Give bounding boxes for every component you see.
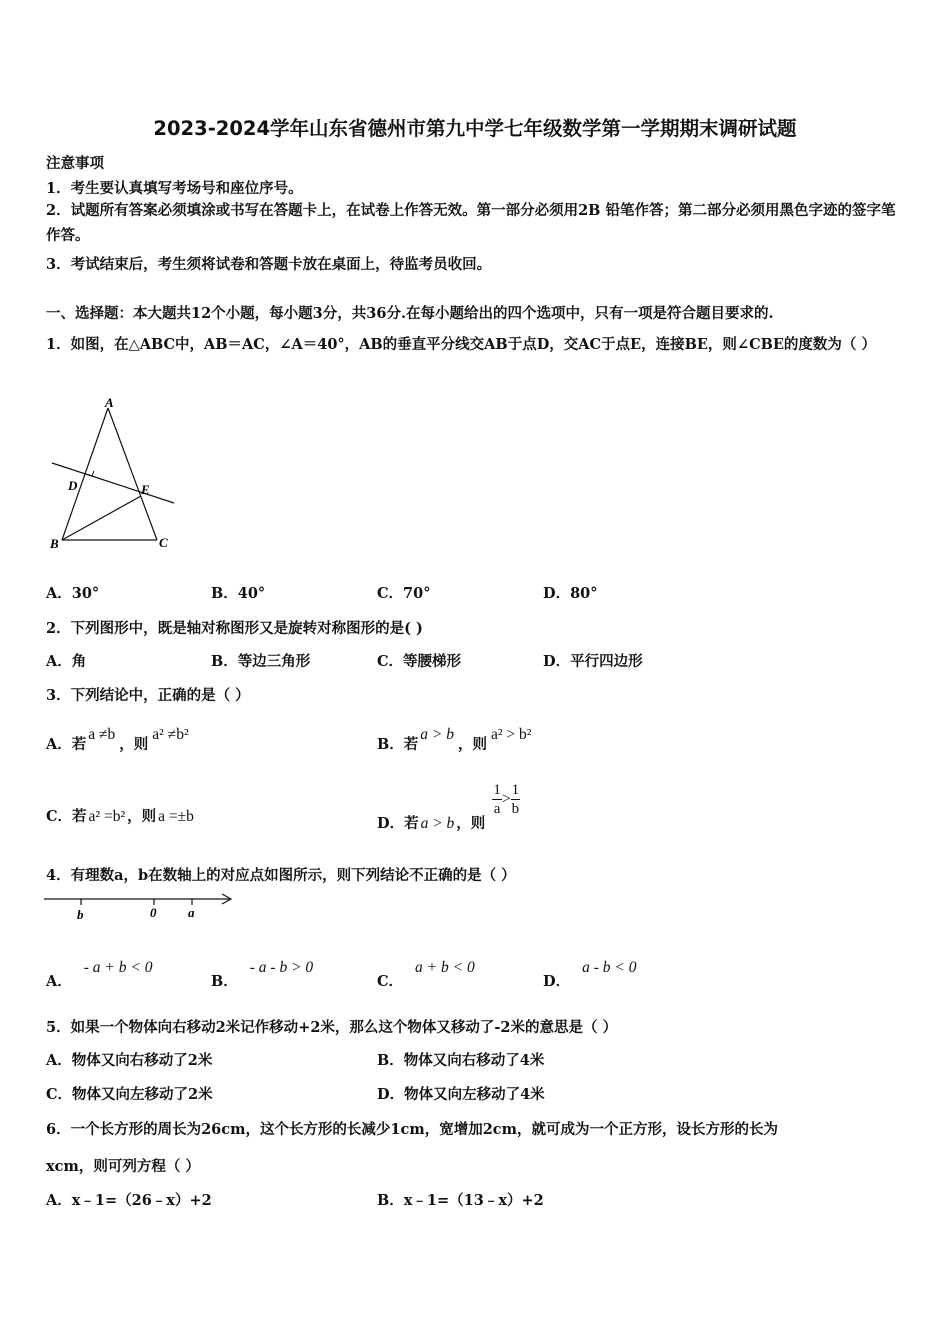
notice-item: 1．考生要认真填写考场号和座位序号。 <box>46 180 303 197</box>
fraction-1-over-b <box>511 781 521 818</box>
label-c: C <box>159 535 168 550</box>
option-label: A．若 <box>46 736 87 753</box>
denominator: b <box>511 801 520 817</box>
math-expression: - a - b > 0 <box>249 959 314 976</box>
q6-option-b: B．x﹣1=（13﹣x）+2 <box>377 1192 544 1209</box>
math-expression: - a + b < 0 <box>83 959 153 976</box>
fraction-1-over-a <box>492 781 502 818</box>
numerator: 1 <box>511 782 520 798</box>
option-label: B．若 <box>377 736 419 753</box>
page-title: 2023-2024学年山东省德州市第九中学七年级数学第一学期期末调研试题 <box>153 117 797 140</box>
q5-option-d: D．物体又向左移动了4米 <box>377 1086 545 1103</box>
option-label: C． <box>377 973 404 990</box>
q2-option-d: D．平行四边形 <box>543 653 643 670</box>
label-zero: 0 <box>150 905 157 920</box>
segment-ac <box>108 408 157 540</box>
denominator: a <box>493 801 501 817</box>
option-label: D． <box>543 973 571 990</box>
math-condition: a² =b² <box>88 808 126 825</box>
option-text: ，则 <box>456 814 486 832</box>
segment-be <box>62 496 141 540</box>
q4-option-d <box>543 956 637 990</box>
q3-option-d <box>377 781 520 832</box>
question-5-stem: 5．如果一个物体向右移动2米记作移动+2米，那么这个物体又移动了-2米的意思是（ ） <box>46 1019 618 1036</box>
option-text: ，则 <box>457 736 487 753</box>
label-b: B <box>50 536 59 551</box>
label-b: b <box>77 907 84 922</box>
q3-option-b <box>377 726 532 754</box>
math-expression: a - b < 0 <box>582 959 637 976</box>
q2-option-b: B．等边三角形 <box>211 653 311 670</box>
greater-than: > <box>501 790 511 808</box>
q5-option-a: A．物体又向右移动了2米 <box>46 1052 213 1069</box>
math-result: a =±b <box>158 808 194 825</box>
question-6-stem-continued: xcm，则可列方程（ ） <box>46 1158 200 1175</box>
option-label: A． <box>46 973 72 990</box>
q3-option-c <box>46 805 194 826</box>
q1-option-c: C．70° <box>377 585 431 602</box>
q3-option-a <box>46 726 189 754</box>
q4-option-b <box>211 956 314 990</box>
math-condition: a > b <box>420 726 454 743</box>
number-line <box>44 890 239 926</box>
question-4-stem: 4．有理数a，b在数轴上的对应点如图所示，则下列结论不正确的是（ ） <box>46 867 516 884</box>
q1-option-b: B．40° <box>211 585 266 602</box>
option-label: D．若 <box>377 814 419 832</box>
q1-option-a: A．30° <box>46 585 100 602</box>
question-2-stem: 2．下列图形中，既是轴对称图形又是旋转对称图形的是( ) <box>46 620 423 637</box>
option-text: ，则 <box>119 736 149 753</box>
numerator: 1 <box>493 782 501 798</box>
triangle-figure <box>46 395 186 555</box>
right-angle-mark <box>86 471 94 476</box>
math-result: a² ≠b² <box>152 726 189 743</box>
q5-option-c: C．物体又向左移动了2米 <box>46 1086 213 1103</box>
q1-option-d: D．80° <box>543 585 598 602</box>
option-text: ，则 <box>127 808 157 825</box>
notice-heading: 注意事项 <box>46 155 104 172</box>
q2-option-a: A．角 <box>46 653 87 670</box>
math-result: a² > b² <box>490 726 532 743</box>
option-label: C．若 <box>46 808 87 825</box>
q4-option-a <box>46 956 153 990</box>
q5-option-b: B．物体又向右移动了4米 <box>377 1052 545 1069</box>
q4-option-c <box>377 956 475 990</box>
label-d: D <box>68 478 78 493</box>
notice-item: 3．考试结束后，考生须将试卷和答题卡放在桌面上，待监考员收回。 <box>46 256 492 273</box>
question-1-stem: 1．如图，在△ABC中，AB＝AC，∠A＝40°，AB的垂直平分线交AB于点D，交AC于点E，连接BE，则∠CBE的度数为（ ） <box>46 336 876 353</box>
label-a: a <box>188 905 195 920</box>
question-3-stem: 3．下列结论中，正确的是（ ） <box>46 687 250 704</box>
math-condition: a ≠b <box>88 726 116 743</box>
label-a: A <box>105 395 114 410</box>
q6-option-a: A．x﹣1=（26﹣x）+2 <box>46 1192 212 1209</box>
math-condition: a > b <box>420 814 455 832</box>
section-heading: 一、选择题：本大题共12个小题，每小题3分，共36分.在每小题给出的四个选项中，只有一项是符合题目要求的. <box>46 305 774 322</box>
label-e: E <box>141 482 150 497</box>
q2-option-c: C．等腰梯形 <box>377 653 462 670</box>
math-expression: a + b < 0 <box>415 959 475 976</box>
option-label: B． <box>211 973 238 990</box>
notice-item: 2．试题所有答案必须填涂或书写在答题卡上，在试卷上作答无效。第一部分必须用2B 铅笔作答；第二部分必须用黑色字迹的签字笔作答。 <box>46 202 896 244</box>
question-6-stem: 6．一个长方形的周长为26cm，这个长方形的长减少1cm，宽增加2cm，就可成为一个正方形，设长方形的长为 <box>46 1121 778 1138</box>
